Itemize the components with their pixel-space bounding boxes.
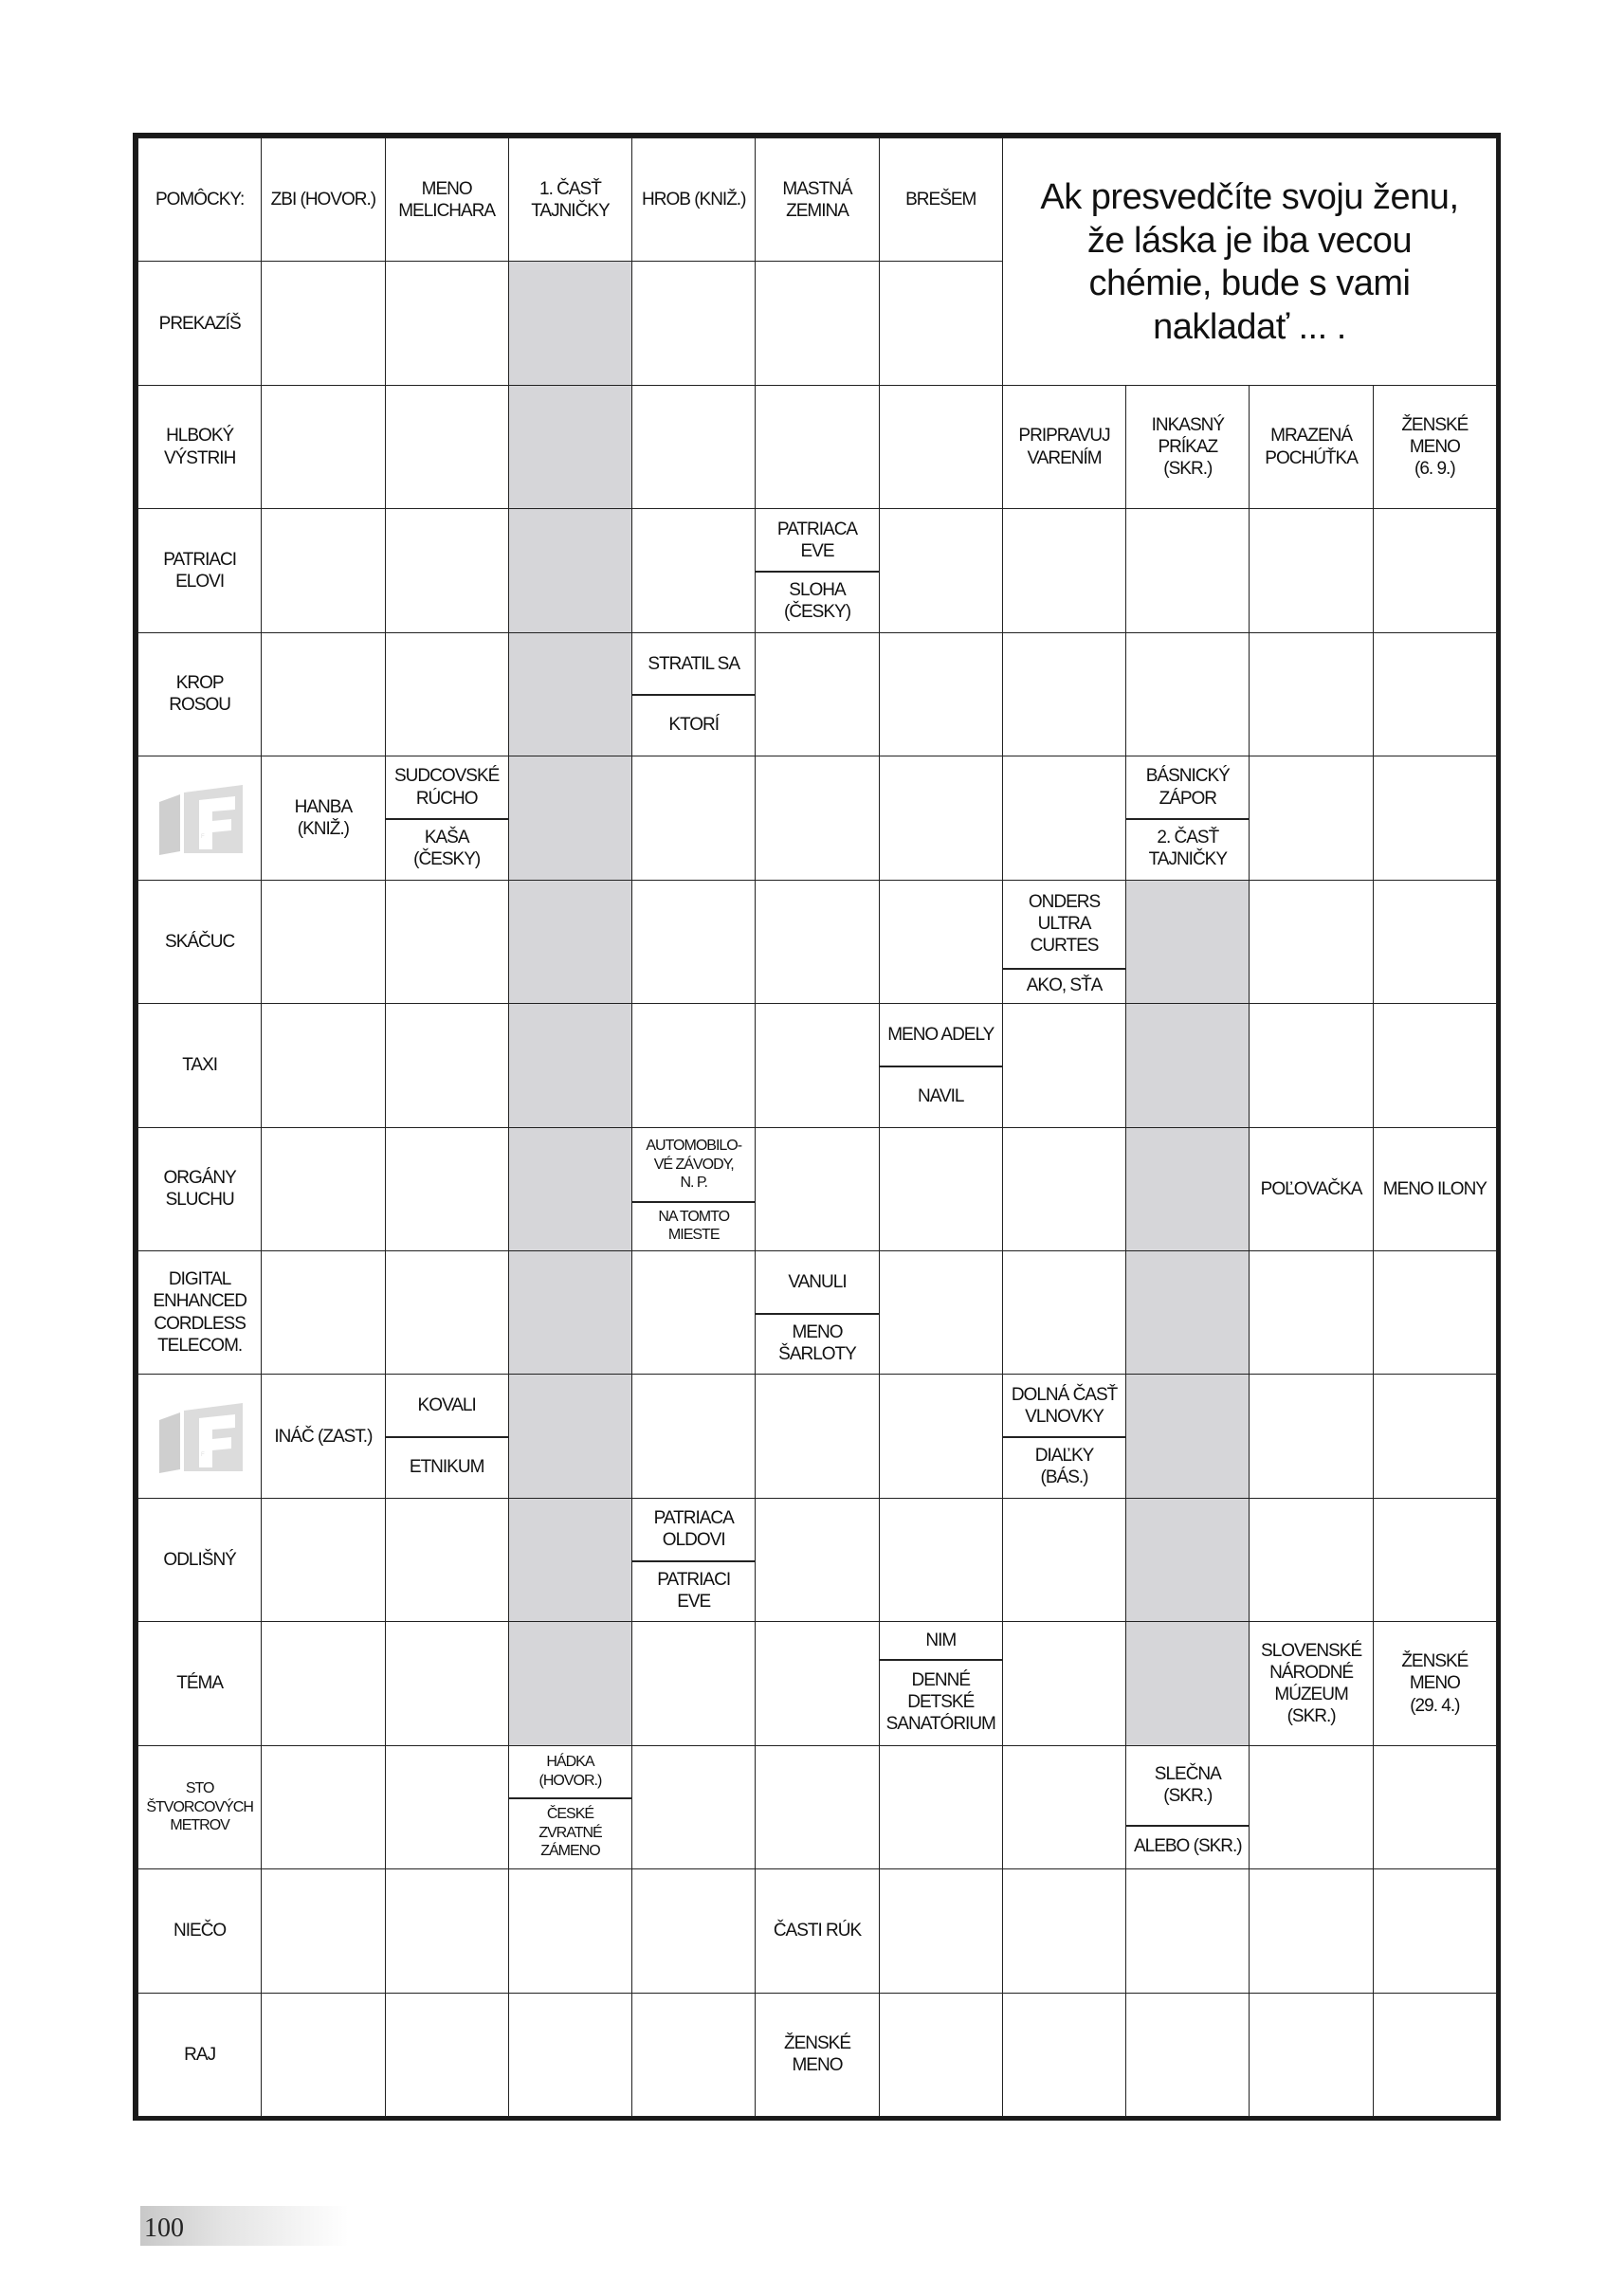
clue-dialky: DIAĽKY (BÁS.): [1003, 1436, 1125, 1498]
clue-meno-adely: MENO ADELY: [880, 1004, 1002, 1066]
answer-cell[interactable]: [261, 1498, 385, 1622]
secret-answer-cell[interactable]: [508, 261, 632, 385]
clue-divider: [1003, 968, 1125, 970]
answer-cell[interactable]: [261, 261, 385, 385]
answer-cell[interactable]: [1125, 508, 1250, 632]
clue-cell: [137, 385, 262, 509]
clue-bresem: BREŠEM: [880, 138, 1002, 261]
answer-cell[interactable]: [385, 1993, 509, 2117]
answer-cell[interactable]: [261, 1868, 385, 1993]
answer-cell[interactable]: [385, 261, 509, 385]
clue-digital: DIGITAL ENHANCED CORDLESS TELECOM.: [138, 1251, 261, 1374]
clue-cell: [137, 1127, 262, 1251]
answer-cell[interactable]: [755, 385, 879, 509]
answer-cell[interactable]: [1002, 756, 1126, 880]
logo-cell: [137, 1374, 262, 1498]
secret-answer-cell[interactable]: [1125, 1250, 1250, 1375]
clue-cell: [631, 137, 756, 262]
clue-divider: [632, 1560, 755, 1562]
clue-cell: [755, 1993, 879, 2117]
answer-cell[interactable]: [1002, 1868, 1126, 1993]
clue-cell: [137, 1745, 262, 1869]
riddle-text: Ak presvedčíte svoju ženu, že láska je iba vecou chémie, bude s vami nakladať ... .: [1003, 138, 1496, 385]
clue-cell: [1125, 1745, 1250, 1869]
clue-etnikum: ETNIKUM: [386, 1436, 508, 1498]
answer-cell[interactable]: [385, 1621, 509, 1745]
answer-cell[interactable]: [1125, 1993, 1250, 2117]
secret-answer-cell[interactable]: [508, 632, 632, 756]
clue-meno-sarloty: MENO ŠARLOTY: [756, 1313, 878, 1375]
answer-cell[interactable]: [1373, 1250, 1497, 1375]
clue-snm: SLOVENSKÉ NÁRODNÉ MÚZEUM (SKR.): [1250, 1622, 1372, 1744]
clue-cell: [1002, 880, 1126, 1004]
clue-cell: [755, 508, 879, 632]
answer-cell[interactable]: [1002, 632, 1126, 756]
answer-cell[interactable]: [1249, 1993, 1373, 2117]
answer-cell[interactable]: [879, 385, 1003, 509]
answer-cell[interactable]: [755, 1745, 879, 1869]
answer-cell[interactable]: [1373, 508, 1497, 632]
clue-hrob: HROB (KNIŽ.): [632, 138, 755, 261]
answer-cell[interactable]: [1249, 632, 1373, 756]
clue-cell: [137, 508, 262, 632]
clue-hadka: HÁDKA (HOVOR.): [509, 1746, 631, 1797]
clue-divider: [880, 1066, 1002, 1067]
answer-cell[interactable]: [631, 1745, 756, 1869]
clue-odlisny: ODLIŠNÝ: [138, 1499, 261, 1621]
answer-cell[interactable]: [261, 1127, 385, 1251]
answer-cell[interactable]: [261, 1993, 385, 2117]
answer-cell[interactable]: [1002, 1621, 1126, 1745]
clue-slecna: SLEČNA (SKR.): [1126, 1746, 1249, 1825]
clue-cell: [1249, 1127, 1373, 1251]
answer-cell[interactable]: [631, 261, 756, 385]
answer-cell[interactable]: [261, 508, 385, 632]
secret-answer-cell[interactable]: [508, 1250, 632, 1375]
answer-cell[interactable]: [1002, 1498, 1126, 1622]
clue-cell: [137, 1868, 262, 1993]
clue-cell: [879, 1621, 1003, 1745]
clue-hlboky: HLBOKÝ VÝSTRIH: [138, 386, 261, 508]
answer-cell[interactable]: [755, 1003, 879, 1127]
riddle-box: [1002, 137, 1497, 386]
clue-patriaci-eve: PATRIACI EVE: [632, 1560, 755, 1622]
secret-answer-cell[interactable]: [508, 756, 632, 880]
answer-cell[interactable]: [261, 385, 385, 509]
secret-answer-cell[interactable]: [1125, 1003, 1250, 1127]
clue-patriaci-elovi: PATRIACI ELOVI: [138, 509, 261, 631]
clue-cell: [137, 1498, 262, 1622]
clue-polovacka: POĽOVAČKA: [1250, 1128, 1372, 1250]
clue-sudcovske: SUDCOVSKÉ RÚCHO: [386, 756, 508, 818]
clue-cell: [137, 880, 262, 1004]
answer-cell[interactable]: [755, 1127, 879, 1251]
secret-answer-cell[interactable]: [1125, 1621, 1250, 1745]
clue-stratil: STRATIL SA: [632, 633, 755, 695]
clue-pripravuj: PRIPRAVUJ VARENÍM: [1003, 386, 1125, 508]
answer-cell[interactable]: [261, 1745, 385, 1869]
page-number-tab: [140, 2206, 349, 2246]
clue-cell: [1002, 385, 1126, 509]
answer-cell[interactable]: [1373, 756, 1497, 880]
answer-cell[interactable]: [261, 1621, 385, 1745]
secret-answer-cell[interactable]: [1125, 1374, 1250, 1498]
clue-cell: [508, 1745, 632, 1869]
clue-cell: [137, 261, 262, 385]
clue-cell: [137, 632, 262, 756]
answer-cell[interactable]: [385, 1127, 509, 1251]
clue-zenske294: ŽENSKÉ MENO (29. 4.): [1374, 1622, 1496, 1744]
answer-cell[interactable]: [1249, 508, 1373, 632]
clue-cell: [1373, 385, 1497, 509]
clue-cell: [755, 1250, 879, 1375]
answer-cell[interactable]: [1249, 1374, 1373, 1498]
clue-ako: AKO, SŤA: [1003, 968, 1125, 1004]
clue-divider: [756, 571, 878, 573]
answer-cell[interactable]: [879, 1250, 1003, 1375]
clue-automobilove: AUTOMOBILO- VÉ ZÁVODY, N. P.: [632, 1128, 755, 1202]
answer-cell[interactable]: [385, 632, 509, 756]
publisher-logo-letter: F: [201, 1452, 205, 1459]
answer-cell[interactable]: [879, 1374, 1003, 1498]
clue-basnicky: BÁSNICKÝ ZÁPOR: [1126, 756, 1249, 818]
answer-cell[interactable]: [755, 1498, 879, 1622]
answer-cell[interactable]: [385, 1003, 509, 1127]
clue-cell: [261, 137, 385, 262]
answer-cell[interactable]: [1249, 1745, 1373, 1869]
secret-answer-cell[interactable]: [1125, 880, 1250, 1004]
page-number: 100: [144, 2214, 184, 2243]
clue-ceske: ČESKÉ ZVRATNÉ ZÁMENO: [509, 1797, 631, 1868]
secret-answer-cell[interactable]: [508, 1374, 632, 1498]
clue-onders: ONDERS ULTRA CURTES: [1003, 881, 1125, 968]
clue-prekazis: PREKAZÍŠ: [138, 262, 261, 384]
clue-vanuli: VANULI: [756, 1251, 878, 1313]
clue-denne: DENNÉ DETSKÉ SANATÓRIUM: [880, 1659, 1002, 1745]
secret-answer-cell[interactable]: [508, 880, 632, 1004]
clue-kasa: KAŠA (ČESKY): [386, 818, 508, 880]
clue-meno-ilony: MENO ILONY: [1374, 1128, 1496, 1250]
clue-taxi: TAXI: [138, 1004, 261, 1126]
crossword-grid: [133, 133, 1501, 2121]
answer-cell[interactable]: [261, 1250, 385, 1375]
answer-cell[interactable]: [631, 880, 756, 1004]
clue-cell: [137, 1621, 262, 1745]
clue-krop: KROP ROSOU: [138, 633, 261, 756]
logo-cell: [137, 756, 262, 880]
clue-inac: INÁČ (ZAST.): [262, 1375, 384, 1497]
answer-cell[interactable]: [879, 261, 1003, 385]
clue-kovali: KOVALI: [386, 1375, 508, 1436]
clue-cell: [879, 137, 1003, 262]
answer-cell[interactable]: [631, 1621, 756, 1745]
answer-cell[interactable]: [1373, 632, 1497, 756]
logo-wrapper: [155, 1399, 246, 1480]
clue-divider: [632, 1201, 755, 1203]
clue-tema: TÉMA: [138, 1622, 261, 1744]
clue-divider: [756, 1313, 878, 1315]
clue-patriaca-oldovi: PATRIACA OLDOVI: [632, 1499, 755, 1560]
answer-cell[interactable]: [755, 1621, 879, 1745]
answer-cell[interactable]: [261, 632, 385, 756]
answer-cell[interactable]: [879, 1993, 1003, 2117]
clue-zenske-meno: ŽENSKÉ MENO: [756, 1994, 878, 2116]
answer-cell[interactable]: [755, 1374, 879, 1498]
clue-meno-melichara: MENO MELICHARA: [386, 138, 508, 261]
answer-cell[interactable]: [1002, 1127, 1126, 1251]
answer-cell[interactable]: [1125, 1868, 1250, 1993]
secret-answer-cell[interactable]: [508, 1003, 632, 1127]
answer-cell[interactable]: [879, 632, 1003, 756]
answer-cell[interactable]: [1002, 1250, 1126, 1375]
secret-answer-cell[interactable]: [508, 1621, 632, 1745]
clue-cell: [261, 756, 385, 880]
clue-hanba: HANBA (KNIŽ.): [262, 756, 384, 879]
clue-cell: [137, 1250, 262, 1375]
clue-cell: [508, 137, 632, 262]
answer-cell[interactable]: [755, 756, 879, 880]
clue-na-tomto: NA TOMTO MIESTE: [632, 1201, 755, 1250]
clue-cell: [1249, 385, 1373, 509]
clue-patriaca-eve: PATRIACA EVE: [756, 509, 878, 571]
clue-cell: [1373, 1621, 1497, 1745]
answer-cell[interactable]: [385, 1250, 509, 1375]
clue-ktori: KTORÍ: [632, 694, 755, 756]
answer-cell[interactable]: [1249, 1250, 1373, 1375]
answer-cell[interactable]: [385, 1498, 509, 1622]
answer-cell[interactable]: [879, 880, 1003, 1004]
clue-cell: [385, 756, 509, 880]
answer-cell[interactable]: [755, 261, 879, 385]
answer-cell[interactable]: [1249, 1498, 1373, 1622]
answer-cell[interactable]: [261, 880, 385, 1004]
clue-divider: [632, 694, 755, 696]
answer-cell[interactable]: [1373, 880, 1497, 1004]
answer-cell[interactable]: [631, 1993, 756, 2117]
answer-cell[interactable]: [1373, 1993, 1497, 2117]
clue-cell: [755, 137, 879, 262]
clue-cell: [755, 1868, 879, 1993]
aids-label: POMÔCKY:: [138, 138, 261, 261]
clue-cell: [261, 1374, 385, 1498]
clue-cell: [879, 1003, 1003, 1127]
answer-cell[interactable]: [1249, 1003, 1373, 1127]
answer-cell[interactable]: [879, 1745, 1003, 1869]
answer-cell[interactable]: [631, 385, 756, 509]
answer-cell[interactable]: [879, 1127, 1003, 1251]
answer-cell[interactable]: [508, 1868, 632, 1993]
clue-divider: [509, 1797, 631, 1799]
clue-divider: [880, 1659, 1002, 1661]
answer-cell[interactable]: [631, 1003, 756, 1127]
clue-divider: [1126, 818, 1249, 820]
clue-organy: ORGÁNY SLUCHU: [138, 1128, 261, 1250]
answer-cell[interactable]: [1249, 1868, 1373, 1993]
answer-cell[interactable]: [385, 880, 509, 1004]
answer-cell[interactable]: [385, 1745, 509, 1869]
answer-cell[interactable]: [631, 508, 756, 632]
publisher-logo-icon: [155, 1399, 246, 1475]
publisher-logo-icon: [155, 781, 246, 857]
clue-sloha: SLOHA (ČESKY): [756, 571, 878, 632]
secret-answer-cell[interactable]: [508, 1498, 632, 1622]
answer-cell[interactable]: [1373, 1374, 1497, 1498]
clue-cell: [137, 1003, 262, 1127]
answer-cell[interactable]: [631, 1250, 756, 1375]
clue-zbi: ZBI (HOVOR.): [262, 138, 384, 261]
answer-cell[interactable]: [879, 1868, 1003, 1993]
clue-divider: [1003, 1436, 1125, 1438]
clue-inkasny: INKASNÝ PRÍKAZ (SKR.): [1126, 386, 1249, 508]
clue-cell: [631, 1127, 756, 1251]
answer-cell[interactable]: [1249, 880, 1373, 1004]
clue-2cast: 2. ČASŤ TAJNIČKY: [1126, 818, 1249, 880]
clue-skacuc: SKÁČUC: [138, 881, 261, 1003]
logo-wrapper: [155, 781, 246, 862]
answer-cell[interactable]: [508, 1993, 632, 2117]
answer-cell[interactable]: [631, 1374, 756, 1498]
clue-nim: NIM: [880, 1622, 1002, 1659]
clue-navil: NAVIL: [880, 1066, 1002, 1127]
clue-cell: [385, 137, 509, 262]
answer-cell[interactable]: [1002, 508, 1126, 632]
answer-cell[interactable]: [631, 756, 756, 880]
answer-cell[interactable]: [1002, 1745, 1126, 1869]
clue-cell: [631, 1498, 756, 1622]
answer-cell[interactable]: [1249, 756, 1373, 880]
answer-cell[interactable]: [1373, 1498, 1497, 1622]
answer-cell[interactable]: [755, 880, 879, 1004]
clue-dolna: DOLNÁ ČASŤ VLNOVKY: [1003, 1375, 1125, 1436]
answer-cell[interactable]: [385, 508, 509, 632]
clue-divider: [1126, 1825, 1249, 1827]
answer-cell[interactable]: [385, 1868, 509, 1993]
clue-cell: [385, 1374, 509, 1498]
answer-cell[interactable]: [879, 508, 1003, 632]
clue-cell: [1125, 756, 1250, 880]
clue-cell: [631, 632, 756, 756]
clue-raj: RAJ: [138, 1994, 261, 2116]
clue-cell: [1002, 1374, 1126, 1498]
answer-cell[interactable]: [1373, 1003, 1497, 1127]
secret-answer-cell[interactable]: [1125, 1127, 1250, 1251]
answer-cell[interactable]: [1373, 1745, 1497, 1869]
answer-cell[interactable]: [1002, 1993, 1126, 2117]
publisher-logo-letter: F: [201, 834, 205, 841]
answer-cell[interactable]: [755, 632, 879, 756]
clue-cell: [137, 137, 262, 262]
clue-divider: [386, 818, 508, 820]
clue-1cast: 1. ČASŤ TAJNIČKY: [509, 138, 631, 261]
answer-cell[interactable]: [1125, 632, 1250, 756]
answer-cell[interactable]: [261, 1003, 385, 1127]
secret-answer-cell[interactable]: [508, 1127, 632, 1251]
clue-mrazena: MRAZENÁ POCHÚŤKA: [1250, 386, 1372, 508]
clue-cell: [1373, 1127, 1497, 1251]
clue-cell: [1249, 1621, 1373, 1745]
clue-mastna: MASTNÁ ZEMINA: [756, 138, 878, 261]
clue-nieco: NIEČO: [138, 1869, 261, 1992]
answer-cell[interactable]: [1373, 1868, 1497, 1993]
answer-cell[interactable]: [879, 1498, 1003, 1622]
clue-cell: [137, 1993, 262, 2117]
secret-answer-cell[interactable]: [1125, 1498, 1250, 1622]
clue-sto: STO ŠTVORCOVÝCH METROV: [138, 1746, 261, 1868]
clue-cell: [1125, 385, 1250, 509]
secret-answer-cell[interactable]: [508, 385, 632, 509]
answer-cell[interactable]: [631, 1868, 756, 1993]
secret-answer-cell[interactable]: [508, 508, 632, 632]
answer-cell[interactable]: [385, 385, 509, 509]
clue-divider: [386, 1436, 508, 1438]
clue-alebo: ALEBO (SKR.): [1126, 1825, 1249, 1869]
clue-zenske69: ŽENSKÉ MENO (6. 9.): [1374, 386, 1496, 508]
answer-cell[interactable]: [1002, 1003, 1126, 1127]
clue-casti-ruk: ČASTI RÚK: [756, 1869, 878, 1992]
answer-cell[interactable]: [879, 756, 1003, 880]
